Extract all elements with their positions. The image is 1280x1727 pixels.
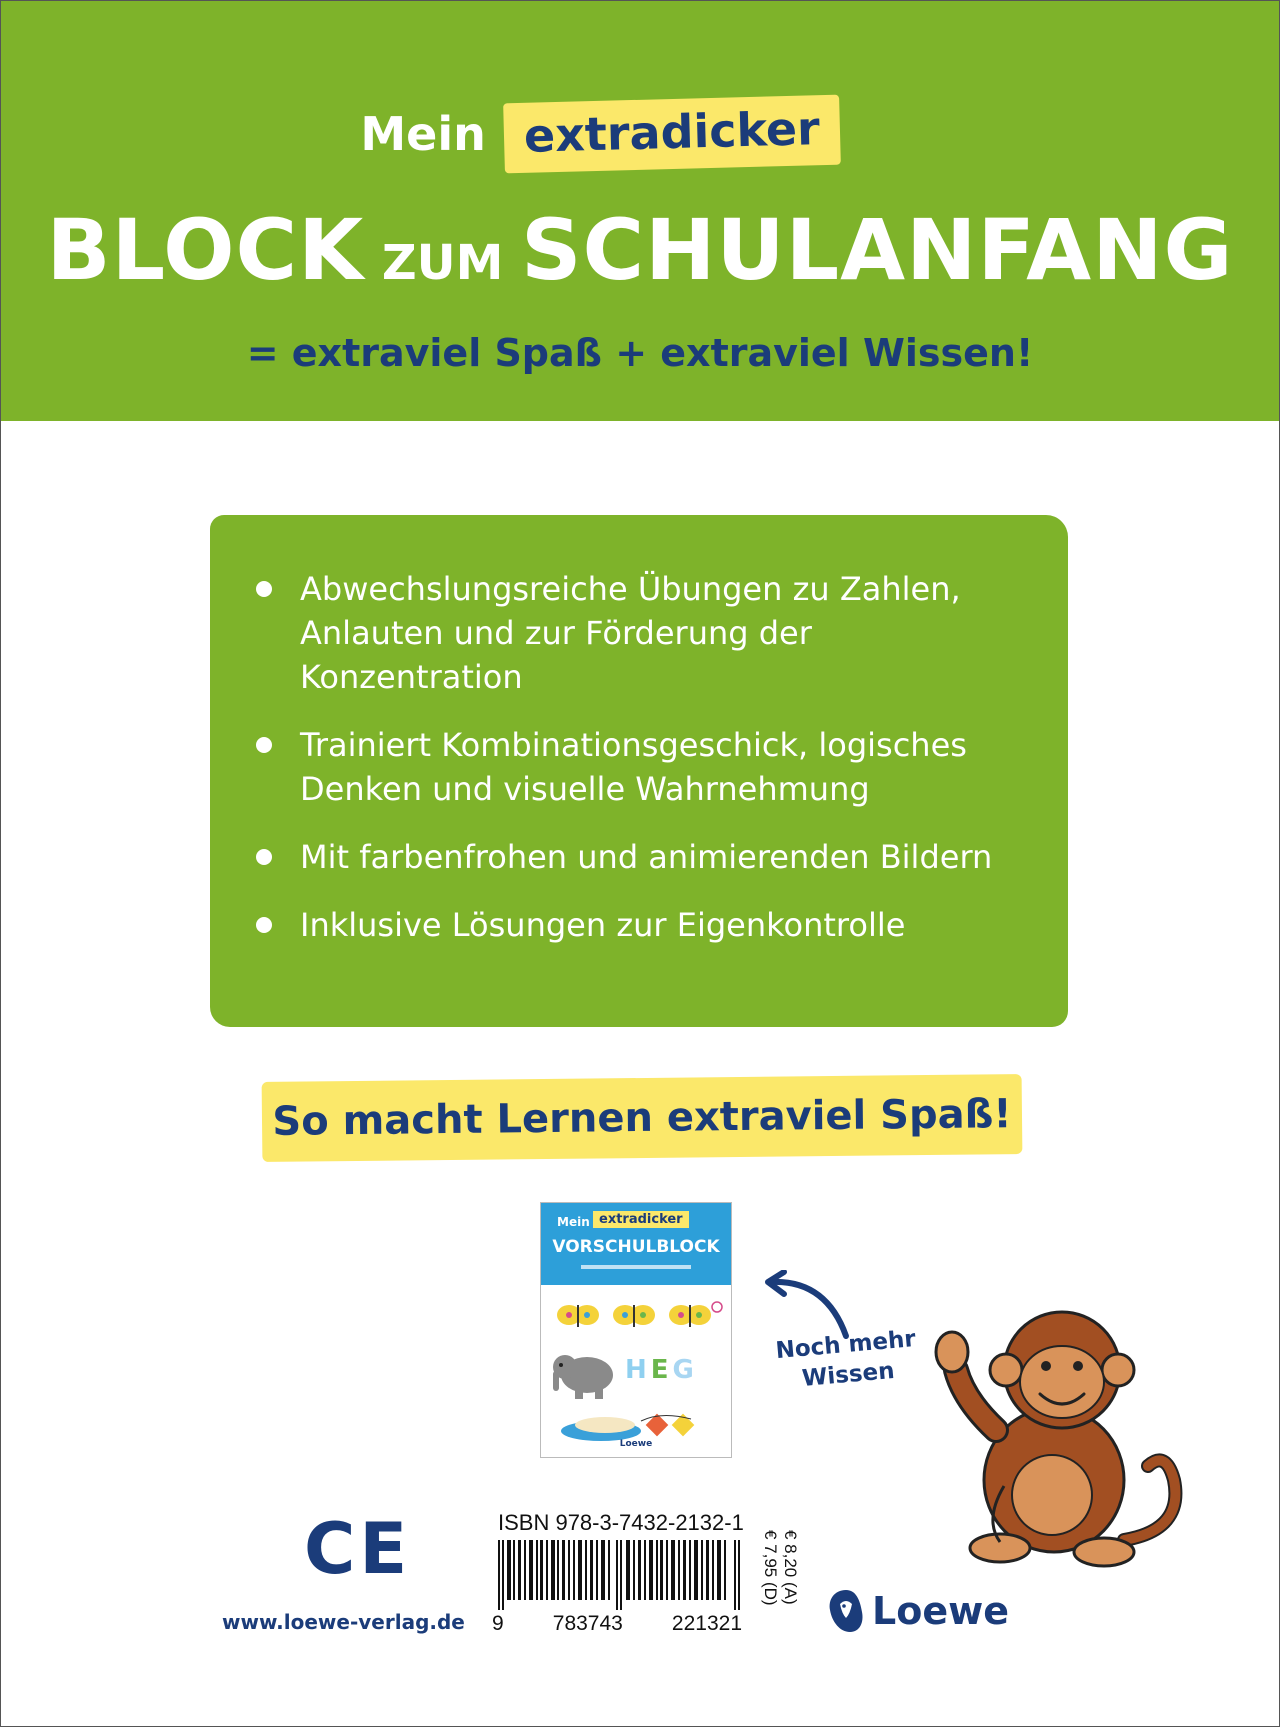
bullet-icon xyxy=(256,737,272,753)
bullet-icon xyxy=(256,581,272,597)
feature-item xyxy=(256,903,1038,947)
lion-logo-icon xyxy=(826,1588,866,1634)
publisher-logo xyxy=(826,1588,1009,1634)
butterflies-illustration xyxy=(557,1302,722,1327)
feature-text: Trainiert Kombinationsgeschick, logisches Denken und visuelle Wahrnehmung xyxy=(300,726,967,808)
monkey-illustration xyxy=(934,1290,1194,1580)
price-austria: € 8,20 (A) xyxy=(781,1530,800,1605)
feature-text: Abwechslungsreiche Übungen zu Zahlen, Anlauten und zur Förderung der Konzentration xyxy=(300,570,961,696)
title-zum: ZUM xyxy=(381,235,504,291)
related-book-cover[interactable] xyxy=(540,1202,732,1458)
title-mein: Mein xyxy=(360,107,486,161)
related-book-letters xyxy=(625,1355,698,1385)
related-book-header xyxy=(541,1203,731,1285)
feature-item xyxy=(256,567,1038,699)
letter-h: H xyxy=(625,1355,651,1385)
title-extradicker: extradicker xyxy=(503,95,841,174)
feature-item xyxy=(256,835,1038,879)
elephant-illustration xyxy=(553,1355,613,1399)
features-box xyxy=(210,515,1068,1027)
bullet-icon xyxy=(256,849,272,865)
title-block: BLOCK xyxy=(46,201,365,299)
feature-text: Inklusive Lösungen zur Eigenkontrolle xyxy=(300,906,906,944)
header-band xyxy=(1,1,1279,421)
barcode-icon xyxy=(498,1540,742,1610)
slogan-text: So macht Lernen extraviel Spaß! xyxy=(272,1091,1012,1145)
barcode-digit-group: 783743 xyxy=(552,1612,623,1635)
letter-g: G xyxy=(672,1355,698,1385)
slogan-banner xyxy=(262,1074,1023,1162)
barcode-digits xyxy=(492,1612,742,1636)
price-germany: € 7,95 (D) xyxy=(761,1530,780,1606)
related-book-mein: Mein xyxy=(557,1215,590,1229)
related-book-subtitle-line xyxy=(581,1265,691,1269)
isbn-label: ISBN 978-3-7432-2132-1 xyxy=(498,1510,744,1535)
feature-text: Mit farbenfrohen und animierenden Bildern xyxy=(300,838,993,876)
price-block xyxy=(760,1530,800,1640)
ce-mark: CE xyxy=(304,1508,412,1590)
bullet-icon xyxy=(256,917,272,933)
related-book-title: VORSCHULBLOCK xyxy=(552,1237,720,1257)
barcode-digit-group: 9 xyxy=(492,1612,504,1635)
barcode-digit-group: 221321 xyxy=(671,1612,742,1635)
website-url[interactable]: www.loewe-verlag.de xyxy=(222,1610,465,1634)
related-book-publisher: Loewe xyxy=(619,1439,653,1449)
letter-e: E xyxy=(650,1355,673,1385)
title-line-2 xyxy=(1,201,1279,299)
tagline: = extraviel Spaß + extraviel Wissen! xyxy=(246,331,1034,375)
more-knowledge-note: Noch mehr Wissen xyxy=(774,1325,917,1392)
title-schulanfang: SCHULANFANG xyxy=(520,201,1234,299)
related-book-extradicker: extradicker xyxy=(593,1211,689,1228)
title-line-1 xyxy=(0,99,1239,169)
publisher-name: Loewe xyxy=(872,1589,1009,1633)
shoe-illustration xyxy=(561,1414,694,1441)
feature-item xyxy=(256,723,1038,811)
